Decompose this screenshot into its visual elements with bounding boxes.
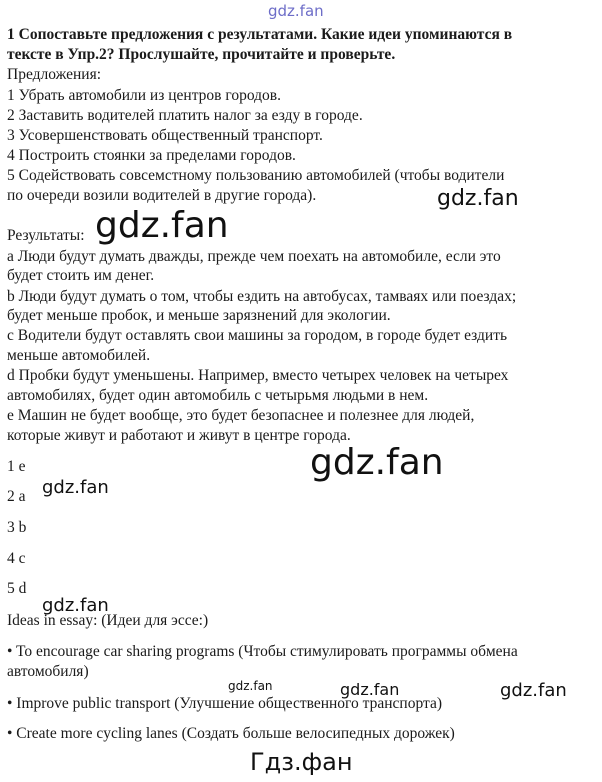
watermark-bottom: Гдз.фан — [250, 748, 353, 776]
result-line: а Люди будут думать дважды, прежде чем поехать на автомобиле, если это — [7, 248, 501, 265]
result-line: будет стоить им денег. — [7, 267, 155, 284]
result-line: b Люди будут думать о том, чтобы ездить на автобусах, тамваях или поездах; — [7, 288, 517, 305]
sentence-item: 4 Построить стоянки за пределами городов. — [7, 147, 296, 164]
watermark: gdz.fan — [95, 205, 229, 246]
sentences-heading: Предложения: — [7, 66, 102, 83]
watermark: gdz.fan — [42, 595, 109, 616]
task-title-line-1: 1 Сопоставьте предложения с результатами. Какие идеи упоминаются в — [7, 26, 513, 43]
results-heading: Результаты: — [7, 227, 85, 244]
sentence-item: 5 Содействовать совсемстному пользованию автомобилей (чтобы водители — [7, 167, 505, 184]
result-line: будет меньше пробок, и меньше зарязнений для экологии. — [7, 307, 391, 324]
sentence-item: 2 Заставить водителей платить налог за езду в городе. — [7, 107, 363, 124]
sentence-item: 1 Убрать автомобили из центров городов. — [7, 87, 281, 104]
result-line: d Пробки будут уменьшены. Например, вместо четырех человек на четырех — [7, 367, 509, 384]
idea-item: • Create more cycling lanes (Создать больше велосипедных дорожек) — [7, 725, 455, 742]
result-line: автомобилях, будет один автомобиль с четырьмя людьми в нем. — [7, 387, 429, 404]
watermark: gdz.fan — [340, 680, 400, 699]
watermark: gdz.fan — [437, 186, 519, 211]
answer-item: 2 a — [7, 488, 26, 505]
idea-item: • To encourage car sharing programs (Чтобы стимулировать программы обмена — [7, 643, 518, 660]
watermark-top: gdz.fan — [268, 2, 324, 20]
idea-item: автомобиля) — [7, 663, 89, 680]
result-line: меньше автомобилей. — [7, 347, 151, 364]
answer-item: 5 d — [7, 580, 27, 597]
task-title-line-2: тексте в Упр.2? Прослушайте, прочитайте и проверьте. — [7, 46, 396, 63]
sentence-item: по очереди возили водителей в другие города). — [7, 187, 317, 204]
result-line: которые живут и работают и живут в центре города. — [7, 427, 351, 444]
result-line: с Водители будут оставлять свои машины за городом, в городе будет ездить — [7, 327, 508, 344]
watermark: gdz.fan — [500, 680, 567, 701]
idea-item: • Improve public transport (Улучшение общественного транспорта) — [7, 695, 442, 712]
watermark: gdz.fan — [228, 679, 273, 693]
answer-item: 3 b — [7, 519, 27, 536]
watermark: gdz.fan — [310, 442, 444, 483]
ideas-heading: Ideas in essay: (Идеи для эссе:) — [7, 612, 209, 629]
answer-item: 4 c — [7, 550, 26, 567]
sentence-item: 3 Усовершенствовать общественный транспорт. — [7, 127, 323, 144]
watermark: gdz.fan — [42, 477, 109, 498]
answer-item: 1 e — [7, 458, 26, 475]
result-line: е Машин не будет вообще, это будет безопаснее и полезнее для людей, — [7, 407, 475, 424]
